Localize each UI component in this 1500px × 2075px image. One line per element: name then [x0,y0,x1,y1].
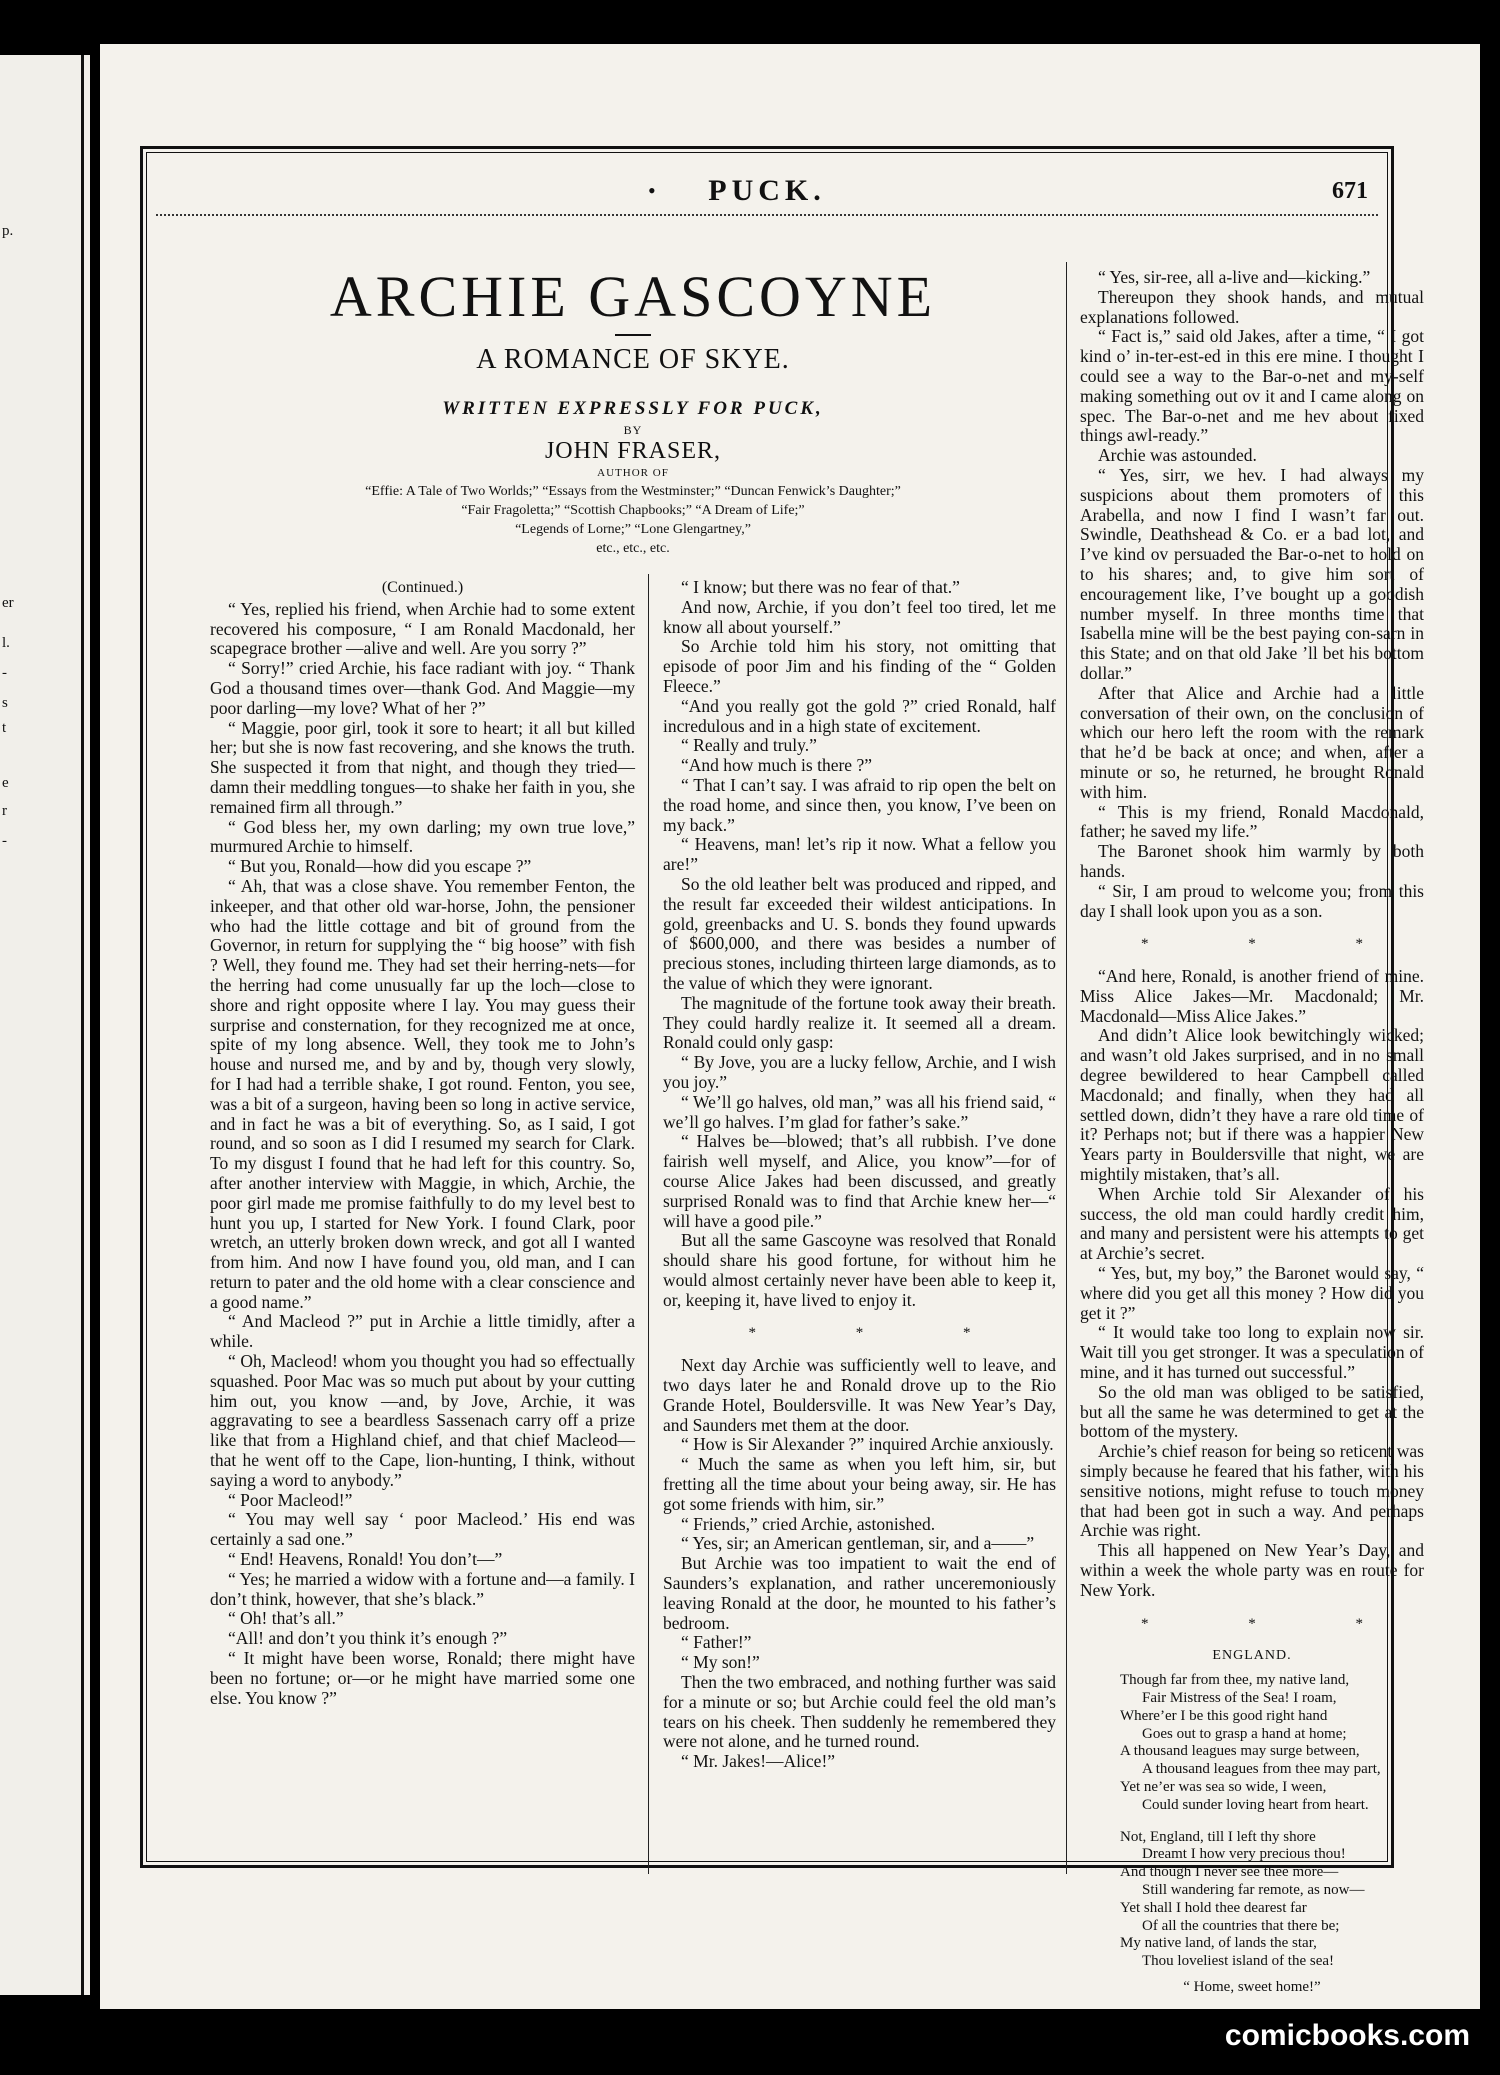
story-subtitle: A ROMANCE OF SKYE. [476,344,790,375]
paragraph: “ You may well say ‘ poor Macleod.’ His end was certainly a sad one.” [210,1509,635,1550]
paragraph: But Archie was too impatient to wait the end of Saunders’s explanation, and rather unceremoniously leaving Ronald at the door, he mounted to his father’s bedroom. [663,1553,1056,1633]
paragraph: But all the same Gascoyne was resolved that Ronald should share his good fortune, for without him he would almost certainly never have been able to keep it, or, keeping it, have lived to enjoy it. [663,1230,1056,1310]
paragraph: The magnitude of the fortune took away their breath. They could hardly realize it. It seemed all a dream. Ronald could only gasp: [663,992,1056,1053]
column-rule [648,574,649,1874]
prev-fragment: p. [2,223,14,239]
masthead-dot: • [648,178,656,203]
masthead [160,174,1374,208]
paragraph: “ Yes, sirr, we hev. I had always my suspicions about them promoters of this Arabella, and now I find I wasn’t far out. Swindle, Deathshead & Co. er a bad lot, and I’ve kind ov persuaded the Bar-o-net to hold on to his shares; and, to give him sort of encouragement like, I’ve bought up a goodish number myself. In three months time that Isabella mine will be the best paying con-sarn in this State; and on that old Jake ’ll bet his bottom dollar.” [1080,464,1424,683]
paragraph: “ It would take too long to explain now sir. Wait till you get stronger. It was a speculation of mine, and it has turned out successful.” [1080,1322,1424,1383]
prev-fragment: s [2,695,8,711]
paragraph: “ And Macleod ?” put in Archie a little timidly, after a while. [210,1311,635,1352]
byline-by: BY [623,423,643,437]
works-line: “Fair Fragoletta;” “Scottish Chapbooks;” “A Dream of Life;” [461,503,805,518]
paragraph: “ Really and truly.” [681,735,817,756]
poem-coda: “ Home, sweet home!” [1183,1978,1321,1995]
works-line: etc., etc., etc. [596,541,670,556]
poem-line: Still wandering far remote, as now— [1142,1881,1365,1898]
column-1 [210,578,635,1708]
poem-line: Of all the countries that there be; [1142,1917,1340,1934]
paragraph: “And you really got the gold ?” cried Ronald, half incredulous and in a high state of excitement. [663,695,1056,736]
poem-line: Thou loveliest island of the sea! [1142,1953,1335,1970]
poem-line: Goes out to grasp a hand at home; [1142,1725,1347,1742]
stanza-gap [1080,1815,1424,1829]
paragraph: So the old leather belt was produced and ripped, and the result far exceeded their wildest anticipations. In gold, greenbacks and U. S. bonds they found upwards of $600,000, and there was besides a number of precious stones, including thirteen large diamonds, as to the value of which they were ignorant. [663,873,1056,993]
poem-line: Fair Mistress of the Sea! I roam, [1142,1689,1337,1706]
prev-fragment: - [2,665,7,681]
paragraph: “And here, Ronald, is another friend of mine. Miss Alice Jakes—Mr. Macdonald; Mr. Macdonald—Miss Alice Jakes.” [1080,966,1424,1026]
paragraph: “ God bless her, my own darling; my own true love,” murmured Archie to himself. [210,816,635,857]
paragraph: This all happened on New Year’s Day, and within a week the whole party was en route for New York. [1080,1540,1424,1600]
author-name: JOHN FRASER, [544,438,722,464]
previous-page-edge [0,55,90,1995]
paragraph: “ Yes, sir-ree, all a-live and—kicking.” [1098,267,1371,287]
paragraph: “ It might have been worse, Ronald; there might have been no fortune; or—or he might have married some one else. You know ?” [210,1648,635,1708]
paragraph: “ Father!” [681,1632,752,1653]
paragraph: “ This is my friend, Ronald Macdonald, father; he saved my life.” [1080,801,1424,842]
section-break: * * * [748,1325,1019,1342]
paragraph: “And how much is there ?” [681,755,872,776]
column-3 [1080,268,1424,1997]
poem-line: Yet ne’er was sea so wide, I ween, [1120,1778,1327,1795]
paragraph: “All! and don’t you think it’s enough ?” [228,1628,508,1649]
paragraph: Archie was astounded. [1098,445,1257,466]
prev-fragment: l. [2,635,10,651]
previous-page-rule [81,55,84,1995]
paragraph: “ Friends,” cried Archie, astonished. [681,1513,936,1534]
prev-fragment: er [2,595,14,611]
paragraph: Next day Archie was sufficiently well to leave, and two days later he and Ronald drove up to the Rio Grande Hotel, Bouldersville. It was New Year’s Day, and Saunders met them at the door. [663,1355,1056,1435]
title-rule [615,334,651,336]
paragraph: “ But you, Ronald—how did you escape ?” [228,856,532,877]
paragraph: “ Yes, sir; an American gentleman, sir, and a——” [681,1533,1035,1554]
poem [1080,1672,1424,1997]
continued-label: (Continued.) [381,579,464,596]
poem-line: A thousand leagues from thee may part, [1142,1761,1381,1778]
paragraph: So Archie told him his story, not omitting that episode of poor Jim and his finding of the “ Golden Fleece.” [663,636,1056,696]
paragraph: “ Maggie, poor girl, took it sore to heart; it all but killed her; but she is now fast recovering, and she knows the truth. She suspected it from that night, and though they tried—damn their meddling tongues—to shake her faith in you, she remained firm all through.” [210,717,635,817]
paragraph: Archie’s chief reason for being so reticent was simply because he feared that his father, with his sensitive notions, might refuse to touch money that had been got in such a way. And perhaps Archie was right. [1080,1441,1424,1541]
paragraph: “ Halves be—blowed; that’s all rubbish. I’ve done fairish well myself, and Alice, you know”—for of course Alice Jakes had been discussed, and greatly surprised Ronald was to find that Archie knew her—“ will have a good pile.” [663,1131,1056,1231]
paragraph: “ Yes; he married a widow with a fortune and—a family. I don’t think, however, that she’s black.” [210,1568,635,1609]
column-2 [663,578,1056,1772]
paragraph: “ Oh, Macleod! whom you thought you had so effectually squashed. Poor Mac was so much put about by your cutting him out, you know —and, by Jove, Archie, it was aggravating to see a beardless Sassenach carry off a prize like that from a Highland chief, and that chief Macleod—that he went off to the Cape, lion-hunting, I think, without saying a word to anybody.” [210,1351,635,1490]
section-break: * * * [1141,936,1411,953]
prev-fragment: t [2,720,7,736]
works-line: “Legends of Lorne;” “Lone Glengartney,” [515,522,751,537]
column-rule [1066,262,1067,1874]
paragraph: “ Fact is,” said old Jakes, after a time, “ I got kind o’ in-ter-est-ed in this ere mine. I thought I could see a way to the Bar-o-net and my-self making something out ov it and I came along on spec. The Bar-o-net and me hev about fixed things awl-ready.” [1080,326,1424,446]
poem-line: A thousand leagues may surge between, [1120,1743,1360,1760]
story-title: ARCHIE GASCOYNE [329,264,937,329]
paragraph: “ Heavens, man! let’s rip it now. What a fellow you are!” [663,834,1056,875]
paragraph: “ Ah, that was a close shave. You remember Fenton, the inkeeper, and that other old war-horse, John, the pensioner who had the little cottage and bit of ground from the Governor, in return for supplying the “ big hoose” with fish ? Well, they found me. They had set their herring-nets—for the herring had come unusually far up the loch—close to shore and right opposite where I lay. You may guess their surprise and consternation, for they recognized me at once, spite of my long absence. Well, they took me to John’s house and nursed me, and by and by, though very slowly, for I had had a terrible shake, I got round. Fenton, you see, was a bit of a surgeon, having been so long in active service, and in fact he was a bit of everything. So, as I said, I got round, and so soon as I did I resumed my search for Clark. To my disgust I found that he had left for this country. So, after another interview with Maggie, in which, Archie, the poor girl made me promise faithfully to do my level best to hunt you up, I started for New York. I found Clark, poor wretch, an utterly broken down wreck, and got all I wanted from him. And now I have found you, old man, and I can return to pater and the old home with a clear conscience and a good name.” [210,875,635,1312]
paragraph: “ Oh! that’s all.” [228,1608,344,1629]
paragraph: “ We’ll go halves, old man,” was all his friend said, “ we’ll go halves. I’m glad for father’s sake.” [663,1091,1056,1132]
paragraph: “ Poor Macleod!” [228,1489,353,1510]
paragraph: Thereupon they shook hands, and mutual explanations followed. [1080,286,1424,327]
paragraph: So the old man was obliged to be satisfied, but all the same he was determined to get at the bottom of the mystery. [1080,1381,1424,1442]
paragraph: And now, Archie, if you don’t feel too tired, let me know all about yourself.” [663,596,1056,637]
written-for: WRITTEN EXPRESSLY FOR PUCK, [442,398,824,419]
poem-line: My native land, of lands the star, [1120,1935,1317,1952]
paragraph: The Baronet shook him warmly by both hands. [1080,841,1424,881]
paragraph: And didn’t Alice look bewitchingly wicked; and wasn’t old Jakes surprised, and in no small degree bewildered to hear Campbell called Macdonald; and finally, when they had all settled down, didn’t they have a rare old time of it? Perhaps not; but if there was a happier New Years party in Bouldersville that night, we are mightily mistaken, that’s all. [1080,1025,1424,1185]
page-number: 671 [1332,178,1368,204]
paragraph: “ I know; but there was no fear of that.” [681,577,960,597]
prev-fragment: e [2,775,9,791]
author-works [210,482,1056,558]
section-break: * * * [1141,1615,1411,1632]
paragraph: “ Sorry!” cried Archie, his face radiant with joy. “ Thank God a thousand times over—thank God. And Maggie—my poor darling—my love? What of her ?” [210,658,635,718]
poem-line: Dreamt I how very precious thou! [1142,1846,1346,1863]
poem-line: Where’er I be this good right hand [1120,1707,1328,1724]
prev-fragment: - [2,833,7,849]
poem-line: Not, England, till I left thy shore [1120,1828,1316,1845]
prev-fragment: r [2,803,7,819]
site-watermark: comicbooks.com [1224,2019,1470,2052]
paragraph: “ My son!” [681,1652,760,1673]
magazine-page [100,44,1480,2009]
paragraph: After that Alice and Archie had a little conversation of their own, on the conclusion of which our hero left the room with the remark that he’d be back at once; and when, after a minute or so, he returned, he brought Ronald with him. [1080,682,1424,802]
poem-line: Yet shall I hold thee dearest far [1120,1899,1307,1916]
poem-line: And though I never see thee more— [1120,1864,1339,1881]
paragraph: “ Much the same as when you left him, sir, but fretting all the time about your being away, sir. He has got some friends with him, sir.” [663,1454,1056,1514]
story-heading [210,262,1056,558]
masthead-title: PUCK. [708,174,826,207]
paragraph: “ Sir, I am proud to welcome you; from this day I shall look upon you as a son. [1080,880,1424,921]
paragraph: “ Yes, replied his friend, when Archie had to some extent recovered his composure, “ I am Ronald Macdonald, her scapegrace brother —alive and well. Are you sorry ?” [210,598,635,659]
works-line: “Effie: A Tale of Two Worlds;” “Essays from the Westminster;” “Duncan Fenwick’s Daughter;” [365,484,901,499]
paragraph: “ By Jove, you are a lucky fellow, Archie, and I wish you joy.” [663,1052,1056,1092]
poem-title: ENGLAND. [1212,1648,1292,1664]
paragraph: “ Yes, but, my boy,” the Baronet would say, “ where did you get all this money ? How did you get it ?” [1080,1263,1424,1323]
paragraph: “ How is Sir Alexander ?” inquired Archie anxiously. [681,1434,1054,1455]
paragraph: “ End! Heavens, Ronald! You don’t—” [228,1549,503,1570]
paragraph: “ That I can’t say. I was afraid to rip open the belt on the road home, and since then, you know, I’ve been on my back.” [663,774,1056,835]
paragraph: “ Mr. Jakes!—Alice!” [681,1751,836,1772]
paragraph: When Archie told Sir Alexander of his success, the old man could hardly credit him, and many and persistent were his attempts to get at Archie’s secret. [1080,1183,1424,1264]
poem-line: Could sunder loving heart from heart. [1142,1796,1369,1813]
author-of: AUTHOR OF [597,467,669,479]
poem-line: Though far from thee, my native land, [1120,1672,1350,1689]
masthead-rule [156,214,1378,216]
paragraph: Then the two embraced, and nothing further was said for a minute or so; but Archie could feel the old man’s tears on his cheek. Then suddenly he remembered they were not alone, and he turned round. [663,1672,1056,1752]
